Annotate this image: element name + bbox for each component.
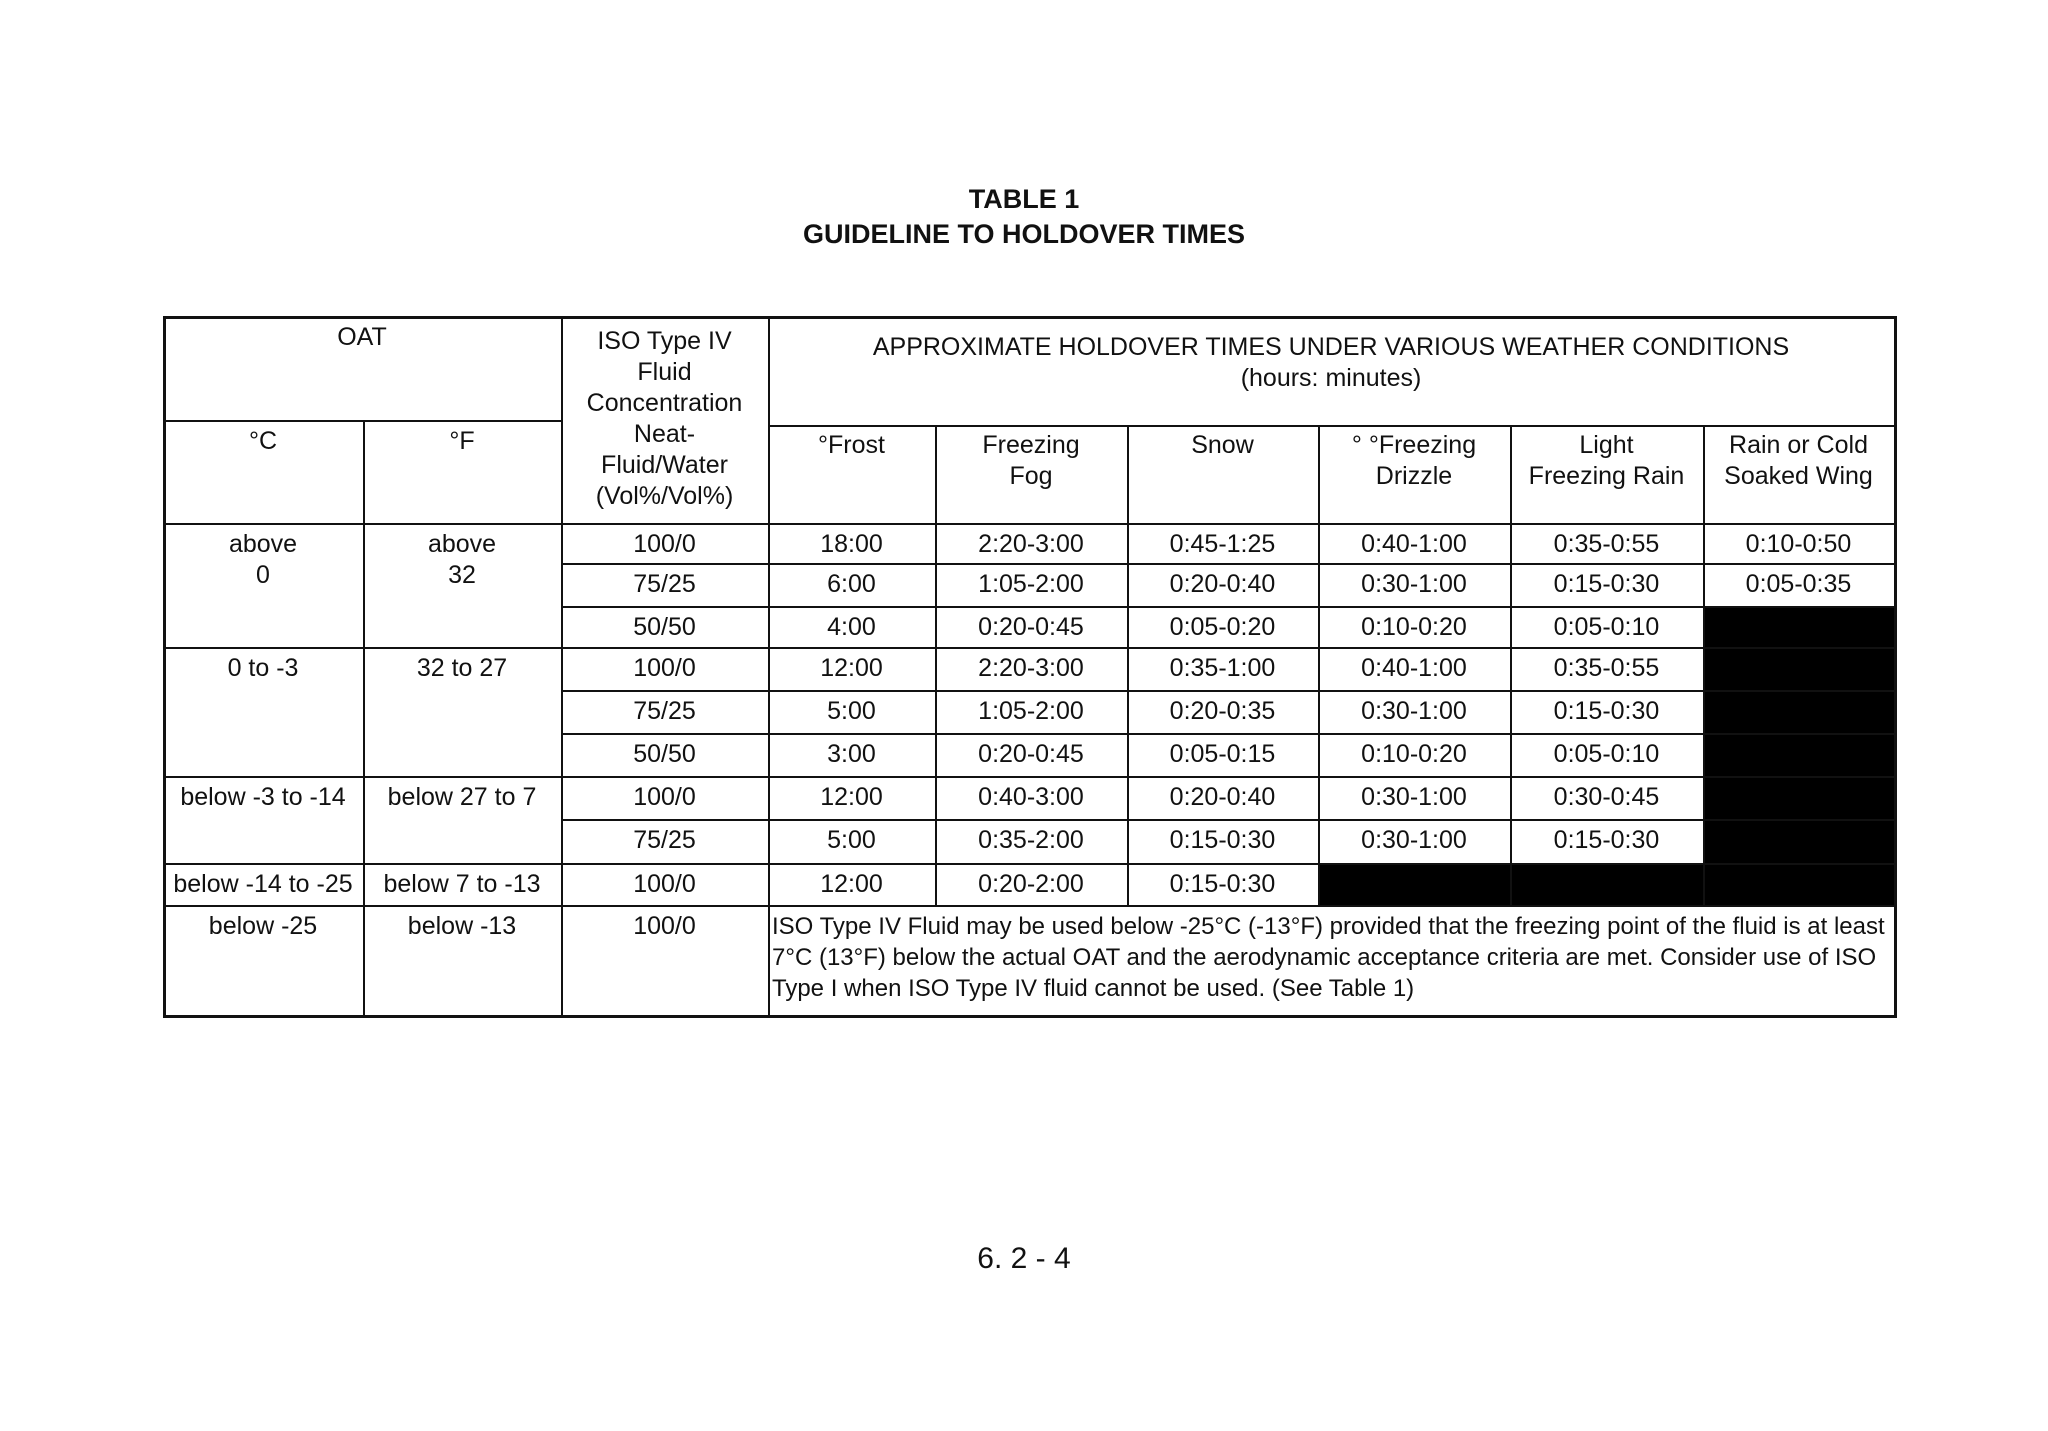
grid-line [561, 606, 1894, 608]
concentration-cell: 100/0 [633, 783, 696, 811]
holdover-time-cell: 0:40-3:00 [978, 783, 1084, 811]
holdover-time-cell: 0:15-0:30 [1169, 826, 1276, 854]
table-subtitle: GUIDELINE TO HOLDOVER TIMES [802, 219, 1246, 249]
frost-header: °Frost [818, 431, 885, 459]
grid-line [163, 905, 1894, 907]
holdover-time-cell: 5:00 [827, 826, 876, 854]
concentration-cell: 100/0 [633, 870, 696, 898]
table-title: TABLE 1 [968, 184, 1080, 214]
concentration-cell: 75/25 [633, 826, 696, 854]
concentration-cell: 100/0 [633, 654, 696, 682]
grid-line [163, 647, 1894, 649]
holdover-time-cell: 0:20-0:45 [978, 613, 1084, 641]
holdover-time-cell: 0:05-0:10 [1553, 740, 1660, 768]
holdover-time-cell: 5:00 [827, 697, 876, 725]
holdover-time-cell: 2:20-3:00 [978, 530, 1084, 558]
holdover-time-cell: 0:30-1:00 [1361, 783, 1467, 811]
celsius-range: below -14 to -25 [173, 870, 353, 898]
celsius-range: 0 to -3 [227, 654, 299, 682]
holdover-time-cell: 2:20-3:00 [978, 654, 1084, 682]
grid-line [163, 523, 1894, 525]
holdover-time-cell: 12:00 [820, 654, 883, 682]
grid-line [561, 690, 1894, 692]
concentration-cell: 50/50 [633, 740, 696, 768]
light-freezing-rain-header: Light Freezing Rain [1528, 431, 1685, 490]
holdover-time-cell: 0:20-0:35 [1169, 697, 1276, 725]
holdover-time-cell: 0:35-0:55 [1553, 654, 1660, 682]
snow-header: Snow [1191, 431, 1254, 459]
grid-line [1703, 425, 1705, 905]
grid-line [561, 819, 1894, 821]
holdover-time-cell: 0:35-1:00 [1169, 654, 1276, 682]
holdover-time-cell: 0:35-2:00 [978, 826, 1084, 854]
holdover-time-cell: 0:10-0:20 [1361, 740, 1467, 768]
grid-line [561, 563, 1894, 565]
celsius-range: below -3 to -14 [180, 783, 346, 811]
celsius-range: below -25 [208, 912, 318, 940]
freezing-fog-header: Freezing Fog [982, 431, 1080, 490]
concentration-cell: 50/50 [633, 613, 696, 641]
grid-line [163, 776, 1894, 778]
oat-header: OAT [337, 323, 387, 351]
fahrenheit-range: above 32 [427, 530, 497, 589]
table-border [163, 316, 1896, 319]
fahrenheit-range: 32 to 27 [416, 654, 508, 682]
holdover-time-cell: 0:15-0:30 [1553, 826, 1660, 854]
holdover-time-cell: 0:15-0:30 [1553, 570, 1660, 598]
freezing-drizzle-header: ° °Freezing Drizzle [1351, 431, 1477, 490]
holdover-time-cell: 18:00 [820, 530, 883, 558]
fahrenheit-range: below 27 to 7 [387, 783, 537, 811]
holdover-time-cell: 0:20-2:00 [978, 870, 1084, 898]
holdover-time-cell: 1:05-2:00 [978, 697, 1084, 725]
holdover-time-cell: 0:05-0:20 [1169, 613, 1276, 641]
table-border [1894, 316, 1897, 1018]
holdover-time-cell: 0:30-0:45 [1553, 783, 1660, 811]
holdover-time-cell: 0:30-1:00 [1361, 570, 1467, 598]
celsius-header: °C [248, 427, 278, 455]
holdover-time-cell: 0:30-1:00 [1361, 697, 1467, 725]
holdover-time-cell: 0:05-0:10 [1553, 613, 1660, 641]
holdover-time-cell: 4:00 [827, 613, 876, 641]
grid-line [163, 420, 561, 422]
holdover-time-cell: 0:10-0:20 [1361, 613, 1467, 641]
holdover-time-cell: 3:00 [827, 740, 876, 768]
holdover-time-cell: 0:10-0:50 [1745, 530, 1852, 558]
holdover-time-cell: 0:40-1:00 [1361, 530, 1467, 558]
holdover-time-cell: 0:20-0:40 [1169, 783, 1276, 811]
holdover-time-cell: 0:15-0:30 [1169, 870, 1276, 898]
holdover-time-cell: 1:05-2:00 [978, 570, 1084, 598]
fahrenheit-range: below -13 [407, 912, 517, 940]
conditions-header: APPROXIMATE HOLDOVER TIMES UNDER VARIOUS WEATHER CONDITIONS (hours: minutes) [872, 333, 1790, 392]
holdover-time-cell: 0:40-1:00 [1361, 654, 1467, 682]
fluid-concentration-header: ISO Type IV Fluid Concentration Neat- Fluid/Water (Vol%/Vol%) [586, 327, 743, 510]
holdover-time-cell: 0:45-1:25 [1169, 530, 1276, 558]
table-border [163, 1015, 1896, 1018]
celsius-range: above 0 [228, 530, 298, 589]
holdover-time-cell: 0:20-0:40 [1169, 570, 1276, 598]
holdover-time-cell: 6:00 [827, 570, 876, 598]
not-applicable-cell [1318, 863, 1894, 905]
concentration-cell: 75/25 [633, 570, 696, 598]
grid-line [163, 863, 1894, 865]
fluid-usage-note: ISO Type IV Fluid may be used below -25°C (-13°F) provided that the freezing point of the fluid is at least 7°C (13°F) below the actual OAT and the aerodynamic acceptance criteria are met. Consider use of ISO Type I when ISO Type IV fluid cannot be used. (See Table 1) [772, 913, 1885, 1002]
holdover-time-cell: 0:05-0:15 [1169, 740, 1276, 768]
concentration-cell: 100/0 [633, 912, 696, 940]
rain-cold-soaked-wing-header: Rain or Cold Soaked Wing [1724, 431, 1873, 490]
fahrenheit-header: °F [449, 427, 475, 455]
holdover-time-cell: 0:15-0:30 [1553, 697, 1660, 725]
not-applicable-cell [1703, 606, 1894, 905]
fahrenheit-range: below 7 to -13 [383, 870, 541, 898]
holdover-time-cell: 0:35-0:55 [1553, 530, 1660, 558]
holdover-time-cell: 12:00 [820, 783, 883, 811]
page-number: 6. 2 - 4 [977, 1242, 1071, 1275]
holdover-time-cell: 12:00 [820, 870, 883, 898]
concentration-cell: 75/25 [633, 697, 696, 725]
holdover-time-cell: 0:05-0:35 [1745, 570, 1852, 598]
holdover-time-cell: 0:20-0:45 [978, 740, 1084, 768]
concentration-cell: 100/0 [633, 530, 696, 558]
holdover-time-cell: 0:30-1:00 [1361, 826, 1467, 854]
grid-line [561, 733, 1894, 735]
